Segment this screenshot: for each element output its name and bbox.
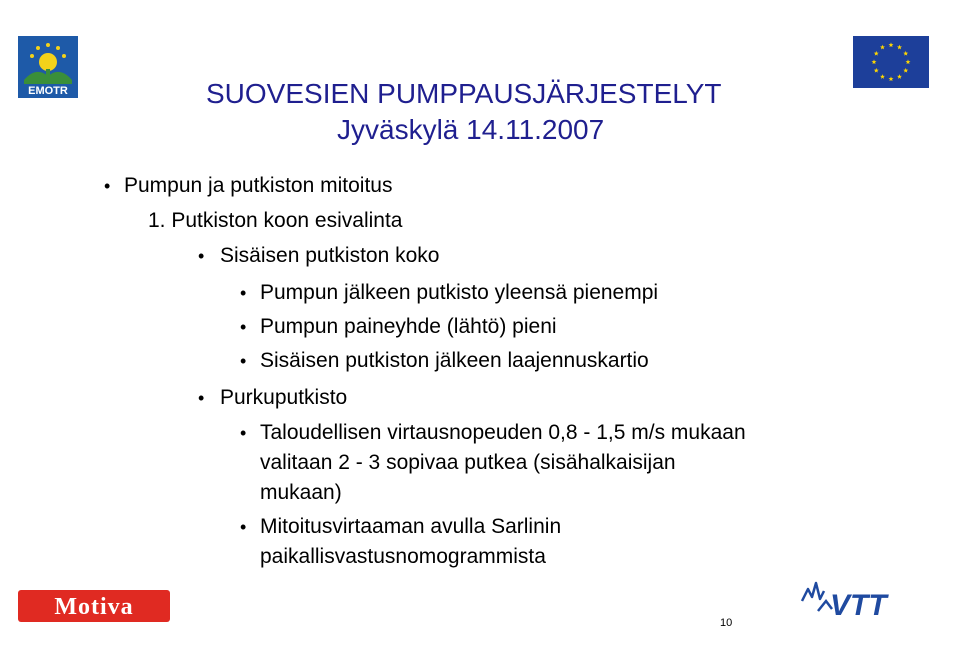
slide-title: SUOVESIEN PUMPPAUSJÄRJESTELYT bbox=[206, 78, 722, 109]
list-item: Taloudellisen virtausnopeuden 0,8 - 1,5 m/s mukaan bbox=[260, 421, 746, 444]
list-item: Sisäisen putkiston jälkeen laajennuskartio bbox=[260, 349, 649, 372]
bullet-icon: • bbox=[240, 283, 247, 303]
bullet-icon: • bbox=[240, 423, 247, 443]
vtt-logo-text: VTT bbox=[830, 589, 887, 621]
emotr-logo-text: EMOTR bbox=[28, 85, 68, 97]
vtt-logo bbox=[800, 575, 918, 621]
list-item: 1. Putkiston koon esivalinta bbox=[148, 209, 403, 232]
bullet-icon: • bbox=[240, 351, 247, 371]
list-item: Sisäisen putkiston koko bbox=[220, 244, 440, 267]
bullet-icon: • bbox=[240, 517, 247, 537]
list-item-continuation: paikallisvastusnomogrammista bbox=[260, 545, 546, 568]
list-item-continuation: valitaan 2 - 3 sopivaa putkea (sisähalkaisijan bbox=[260, 451, 676, 474]
motiva-logo-text: Motiva bbox=[54, 594, 134, 620]
page-number: 10 bbox=[720, 617, 733, 629]
eu-flag-logo bbox=[853, 36, 929, 88]
bullet-icon: • bbox=[240, 317, 247, 337]
list-item: Pumpun jälkeen putkisto yleensä pienempi bbox=[260, 281, 659, 304]
bullet-icon: • bbox=[104, 176, 111, 196]
list-item: Pumpun paineyhde (lähtö) pieni bbox=[260, 315, 557, 338]
bullet-icon: • bbox=[198, 246, 205, 266]
list-item: Mitoitusvirtaaman avulla Sarlinin bbox=[260, 515, 562, 538]
list-item-continuation: mukaan) bbox=[260, 481, 342, 504]
motiva-logo bbox=[18, 590, 170, 622]
slide-subtitle: Jyväskylä 14.11.2007 bbox=[337, 114, 605, 145]
list-item: Pumpun ja putkiston mitoitus bbox=[124, 174, 393, 197]
bullet-icon: • bbox=[198, 388, 205, 408]
list-item: Purkuputkisto bbox=[220, 386, 348, 409]
emotr-logo bbox=[18, 36, 78, 98]
